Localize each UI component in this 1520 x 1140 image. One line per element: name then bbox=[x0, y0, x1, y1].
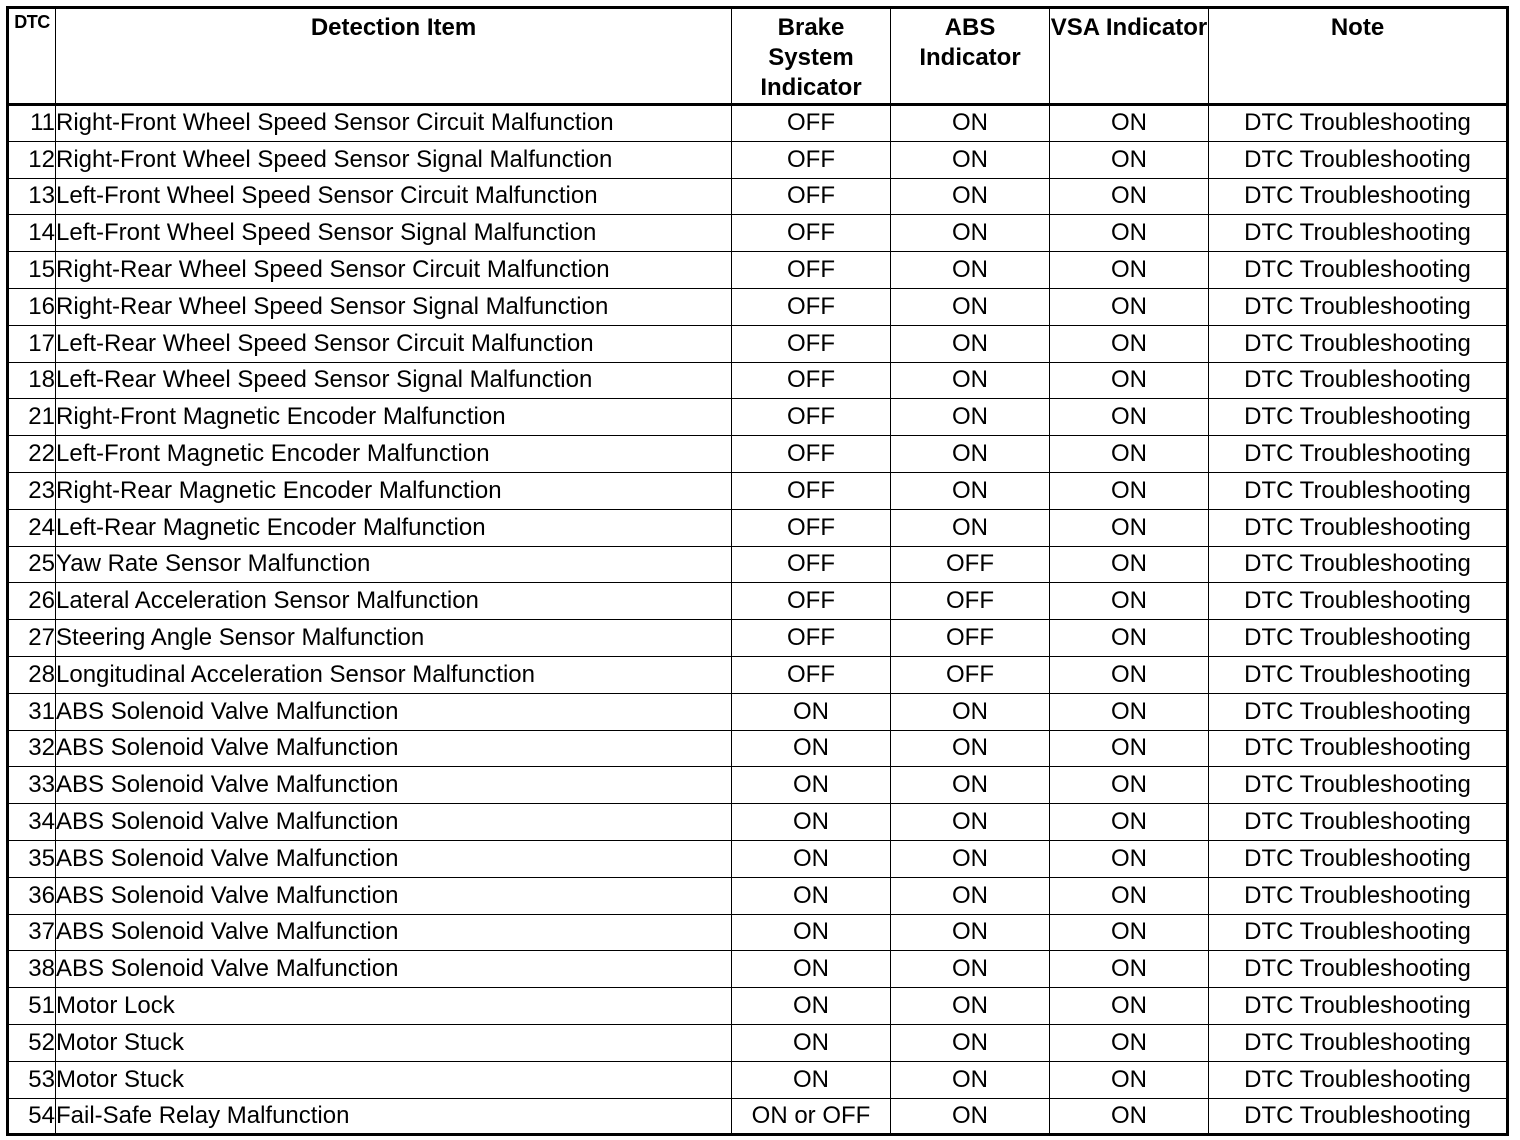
detection-item-cell: Left-Rear Wheel Speed Sensor Signal Malfunction bbox=[56, 362, 732, 399]
abs-indicator-cell: ON bbox=[891, 1098, 1050, 1135]
detection-item-cell: Yaw Rate Sensor Malfunction bbox=[56, 546, 732, 583]
abs-indicator-cell: ON bbox=[891, 325, 1050, 362]
abs-indicator-cell: ON bbox=[891, 988, 1050, 1025]
detection-item-cell: Motor Stuck bbox=[56, 1024, 732, 1061]
table-row bbox=[8, 656, 1508, 693]
detection-item-cell: ABS Solenoid Valve Malfunction bbox=[56, 804, 732, 841]
note-cell: DTC Troubleshooting bbox=[1209, 877, 1508, 914]
brake-indicator-cell: ON bbox=[732, 877, 891, 914]
detection-item-cell: Left-Front Wheel Speed Sensor Circuit Malfunction bbox=[56, 178, 732, 215]
vsa-indicator-cell: ON bbox=[1050, 252, 1209, 289]
vsa-indicator-cell: ON bbox=[1050, 105, 1209, 142]
table-row bbox=[8, 288, 1508, 325]
note-cell: DTC Troubleshooting bbox=[1209, 399, 1508, 436]
table-row bbox=[8, 105, 1508, 142]
table-row bbox=[8, 325, 1508, 362]
note-cell: DTC Troubleshooting bbox=[1209, 436, 1508, 473]
vsa-indicator-cell: ON bbox=[1050, 362, 1209, 399]
vsa-indicator-cell: ON bbox=[1050, 656, 1209, 693]
detection-item-cell: Left-Rear Magnetic Encoder Malfunction bbox=[56, 509, 732, 546]
table-header bbox=[8, 8, 1508, 105]
dtc-code-cell: 54 bbox=[8, 1098, 56, 1135]
table-row bbox=[8, 840, 1508, 877]
abs-indicator-cell: OFF bbox=[891, 546, 1050, 583]
brake-indicator-cell: ON or OFF bbox=[732, 1098, 891, 1135]
detection-item-cell: Left-Rear Wheel Speed Sensor Circuit Malfunction bbox=[56, 325, 732, 362]
table-row bbox=[8, 583, 1508, 620]
detection-item-cell: Motor Stuck bbox=[56, 1061, 732, 1098]
table-row bbox=[8, 1098, 1508, 1135]
vsa-indicator-cell: ON bbox=[1050, 767, 1209, 804]
brake-indicator-cell: OFF bbox=[732, 325, 891, 362]
brake-indicator-cell: OFF bbox=[732, 288, 891, 325]
table-row bbox=[8, 620, 1508, 657]
dtc-code-cell: 13 bbox=[8, 178, 56, 215]
table-row bbox=[8, 804, 1508, 841]
detection-item-cell: Left-Front Magnetic Encoder Malfunction bbox=[56, 436, 732, 473]
note-cell: DTC Troubleshooting bbox=[1209, 141, 1508, 178]
vsa-indicator-cell: ON bbox=[1050, 840, 1209, 877]
brake-indicator-cell: ON bbox=[732, 988, 891, 1025]
note-cell: DTC Troubleshooting bbox=[1209, 988, 1508, 1025]
dtc-code-cell: 14 bbox=[8, 215, 56, 252]
detection-item-cell: Longitudinal Acceleration Sensor Malfunction bbox=[56, 656, 732, 693]
note-cell: DTC Troubleshooting bbox=[1209, 215, 1508, 252]
vsa-indicator-cell: ON bbox=[1050, 141, 1209, 178]
detection-item-cell: Steering Angle Sensor Malfunction bbox=[56, 620, 732, 657]
dtc-code-cell: 27 bbox=[8, 620, 56, 657]
note-cell: DTC Troubleshooting bbox=[1209, 288, 1508, 325]
note-cell: DTC Troubleshooting bbox=[1209, 178, 1508, 215]
note-cell: DTC Troubleshooting bbox=[1209, 1098, 1508, 1135]
brake-indicator-cell: OFF bbox=[732, 215, 891, 252]
dtc-code-cell: 21 bbox=[8, 399, 56, 436]
detection-item-cell: Right-Front Wheel Speed Sensor Signal Malfunction bbox=[56, 141, 732, 178]
table-row bbox=[8, 141, 1508, 178]
header-abs-indicator: ABS Indicator bbox=[891, 8, 1050, 105]
detection-item-cell: ABS Solenoid Valve Malfunction bbox=[56, 693, 732, 730]
abs-indicator-cell: OFF bbox=[891, 656, 1050, 693]
note-cell: DTC Troubleshooting bbox=[1209, 914, 1508, 951]
table-row bbox=[8, 1061, 1508, 1098]
note-cell: DTC Troubleshooting bbox=[1209, 1061, 1508, 1098]
brake-indicator-cell: ON bbox=[732, 767, 891, 804]
vsa-indicator-cell: ON bbox=[1050, 877, 1209, 914]
abs-indicator-cell: ON bbox=[891, 472, 1050, 509]
table-row bbox=[8, 877, 1508, 914]
abs-indicator-cell: ON bbox=[891, 1061, 1050, 1098]
brake-indicator-cell: OFF bbox=[732, 399, 891, 436]
dtc-code-cell: 17 bbox=[8, 325, 56, 362]
table-row bbox=[8, 951, 1508, 988]
vsa-indicator-cell: ON bbox=[1050, 288, 1209, 325]
brake-indicator-cell: OFF bbox=[732, 656, 891, 693]
note-cell: DTC Troubleshooting bbox=[1209, 620, 1508, 657]
brake-indicator-cell: ON bbox=[732, 840, 891, 877]
brake-indicator-cell: OFF bbox=[732, 105, 891, 142]
vsa-indicator-cell: ON bbox=[1050, 1024, 1209, 1061]
note-cell: DTC Troubleshooting bbox=[1209, 730, 1508, 767]
table-row bbox=[8, 914, 1508, 951]
vsa-indicator-cell: ON bbox=[1050, 399, 1209, 436]
vsa-indicator-cell: ON bbox=[1050, 325, 1209, 362]
brake-indicator-cell: OFF bbox=[732, 546, 891, 583]
header-row bbox=[8, 8, 1508, 105]
abs-indicator-cell: ON bbox=[891, 914, 1050, 951]
detection-item-cell: Motor Lock bbox=[56, 988, 732, 1025]
dtc-code-cell: 53 bbox=[8, 1061, 56, 1098]
abs-indicator-cell: ON bbox=[891, 215, 1050, 252]
table-row bbox=[8, 362, 1508, 399]
note-cell: DTC Troubleshooting bbox=[1209, 509, 1508, 546]
detection-item-cell: Right-Front Wheel Speed Sensor Circuit Malfunction bbox=[56, 105, 732, 142]
brake-indicator-cell: OFF bbox=[732, 583, 891, 620]
abs-indicator-cell: ON bbox=[891, 252, 1050, 289]
table-row bbox=[8, 178, 1508, 215]
detection-item-cell: Fail-Safe Relay Malfunction bbox=[56, 1098, 732, 1135]
abs-indicator-cell: ON bbox=[891, 1024, 1050, 1061]
header-brake-system-indicator: Brake System Indicator bbox=[732, 8, 891, 105]
abs-indicator-cell: ON bbox=[891, 730, 1050, 767]
dtc-code-cell: 32 bbox=[8, 730, 56, 767]
dtc-code-cell: 37 bbox=[8, 914, 56, 951]
dtc-code-cell: 22 bbox=[8, 436, 56, 473]
table-body bbox=[8, 105, 1508, 1135]
abs-indicator-cell: ON bbox=[891, 509, 1050, 546]
vsa-indicator-cell: ON bbox=[1050, 1098, 1209, 1135]
dtc-code-cell: 24 bbox=[8, 509, 56, 546]
detection-item-cell: Lateral Acceleration Sensor Malfunction bbox=[56, 583, 732, 620]
table-row bbox=[8, 767, 1508, 804]
abs-indicator-cell: OFF bbox=[891, 620, 1050, 657]
table-row bbox=[8, 399, 1508, 436]
dtc-code-cell: 12 bbox=[8, 141, 56, 178]
brake-indicator-cell: ON bbox=[732, 804, 891, 841]
abs-indicator-cell: ON bbox=[891, 141, 1050, 178]
table-row bbox=[8, 546, 1508, 583]
table-row bbox=[8, 215, 1508, 252]
dtc-code-cell: 34 bbox=[8, 804, 56, 841]
brake-indicator-cell: OFF bbox=[732, 472, 891, 509]
abs-indicator-cell: ON bbox=[891, 877, 1050, 914]
detection-item-cell: ABS Solenoid Valve Malfunction bbox=[56, 840, 732, 877]
note-cell: DTC Troubleshooting bbox=[1209, 472, 1508, 509]
note-cell: DTC Troubleshooting bbox=[1209, 693, 1508, 730]
note-cell: DTC Troubleshooting bbox=[1209, 656, 1508, 693]
table-row bbox=[8, 693, 1508, 730]
vsa-indicator-cell: ON bbox=[1050, 178, 1209, 215]
dtc-code-cell: 31 bbox=[8, 693, 56, 730]
note-cell: DTC Troubleshooting bbox=[1209, 546, 1508, 583]
vsa-indicator-cell: ON bbox=[1050, 1061, 1209, 1098]
table-row bbox=[8, 436, 1508, 473]
detection-item-cell: ABS Solenoid Valve Malfunction bbox=[56, 914, 732, 951]
abs-indicator-cell: ON bbox=[891, 840, 1050, 877]
vsa-indicator-cell: ON bbox=[1050, 951, 1209, 988]
dtc-code-cell: 38 bbox=[8, 951, 56, 988]
vsa-indicator-cell: ON bbox=[1050, 730, 1209, 767]
table-row bbox=[8, 730, 1508, 767]
note-cell: DTC Troubleshooting bbox=[1209, 804, 1508, 841]
vsa-indicator-cell: ON bbox=[1050, 509, 1209, 546]
vsa-indicator-cell: ON bbox=[1050, 472, 1209, 509]
dtc-code-cell: 26 bbox=[8, 583, 56, 620]
dtc-code-cell: 23 bbox=[8, 472, 56, 509]
detection-item-cell: Left-Front Wheel Speed Sensor Signal Malfunction bbox=[56, 215, 732, 252]
note-cell: DTC Troubleshooting bbox=[1209, 362, 1508, 399]
brake-indicator-cell: OFF bbox=[732, 362, 891, 399]
dtc-code-cell: 25 bbox=[8, 546, 56, 583]
dtc-code-cell: 11 bbox=[8, 105, 56, 142]
note-cell: DTC Troubleshooting bbox=[1209, 583, 1508, 620]
dtc-code-cell: 16 bbox=[8, 288, 56, 325]
note-cell: DTC Troubleshooting bbox=[1209, 1024, 1508, 1061]
vsa-indicator-cell: ON bbox=[1050, 693, 1209, 730]
dtc-code-cell: 36 bbox=[8, 877, 56, 914]
vsa-indicator-cell: ON bbox=[1050, 546, 1209, 583]
brake-indicator-cell: ON bbox=[732, 1024, 891, 1061]
abs-indicator-cell: ON bbox=[891, 436, 1050, 473]
table-row bbox=[8, 252, 1508, 289]
abs-indicator-cell: ON bbox=[891, 362, 1050, 399]
vsa-indicator-cell: ON bbox=[1050, 914, 1209, 951]
abs-indicator-cell: ON bbox=[891, 767, 1050, 804]
detection-item-cell: Right-Front Magnetic Encoder Malfunction bbox=[56, 399, 732, 436]
header-dtc: DTC bbox=[8, 8, 56, 105]
dtc-code-cell: 52 bbox=[8, 1024, 56, 1061]
detection-item-cell: Right-Rear Wheel Speed Sensor Circuit Malfunction bbox=[56, 252, 732, 289]
abs-indicator-cell: ON bbox=[891, 288, 1050, 325]
vsa-indicator-cell: ON bbox=[1050, 988, 1209, 1025]
dtc-code-cell: 51 bbox=[8, 988, 56, 1025]
note-cell: DTC Troubleshooting bbox=[1209, 252, 1508, 289]
dtc-code-cell: 15 bbox=[8, 252, 56, 289]
vsa-indicator-cell: ON bbox=[1050, 804, 1209, 841]
abs-indicator-cell: OFF bbox=[891, 583, 1050, 620]
dtc-code-cell: 33 bbox=[8, 767, 56, 804]
note-cell: DTC Troubleshooting bbox=[1209, 951, 1508, 988]
brake-indicator-cell: OFF bbox=[732, 620, 891, 657]
brake-indicator-cell: ON bbox=[732, 730, 891, 767]
table-row bbox=[8, 1024, 1508, 1061]
detection-item-cell: ABS Solenoid Valve Malfunction bbox=[56, 951, 732, 988]
table-row bbox=[8, 509, 1508, 546]
brake-indicator-cell: OFF bbox=[732, 141, 891, 178]
detection-item-cell: ABS Solenoid Valve Malfunction bbox=[56, 767, 732, 804]
abs-indicator-cell: ON bbox=[891, 804, 1050, 841]
vsa-indicator-cell: ON bbox=[1050, 436, 1209, 473]
brake-indicator-cell: OFF bbox=[732, 252, 891, 289]
table-row bbox=[8, 472, 1508, 509]
header-note: Note bbox=[1209, 8, 1508, 105]
brake-indicator-cell: ON bbox=[732, 914, 891, 951]
abs-indicator-cell: ON bbox=[891, 399, 1050, 436]
vsa-indicator-cell: ON bbox=[1050, 215, 1209, 252]
note-cell: DTC Troubleshooting bbox=[1209, 325, 1508, 362]
dtc-code-cell: 35 bbox=[8, 840, 56, 877]
note-cell: DTC Troubleshooting bbox=[1209, 840, 1508, 877]
dtc-table bbox=[6, 6, 1509, 1136]
dtc-code-cell: 18 bbox=[8, 362, 56, 399]
brake-indicator-cell: ON bbox=[732, 1061, 891, 1098]
detection-item-cell: Right-Rear Magnetic Encoder Malfunction bbox=[56, 472, 732, 509]
abs-indicator-cell: ON bbox=[891, 693, 1050, 730]
brake-indicator-cell: OFF bbox=[732, 509, 891, 546]
dtc-code-cell: 28 bbox=[8, 656, 56, 693]
note-cell: DTC Troubleshooting bbox=[1209, 767, 1508, 804]
abs-indicator-cell: ON bbox=[891, 105, 1050, 142]
detection-item-cell: ABS Solenoid Valve Malfunction bbox=[56, 877, 732, 914]
brake-indicator-cell: ON bbox=[732, 693, 891, 730]
note-cell: DTC Troubleshooting bbox=[1209, 105, 1508, 142]
abs-indicator-cell: ON bbox=[891, 178, 1050, 215]
brake-indicator-cell: ON bbox=[732, 951, 891, 988]
detection-item-cell: Right-Rear Wheel Speed Sensor Signal Malfunction bbox=[56, 288, 732, 325]
brake-indicator-cell: OFF bbox=[732, 178, 891, 215]
vsa-indicator-cell: ON bbox=[1050, 583, 1209, 620]
abs-indicator-cell: ON bbox=[891, 951, 1050, 988]
table-row bbox=[8, 988, 1508, 1025]
vsa-indicator-cell: ON bbox=[1050, 620, 1209, 657]
brake-indicator-cell: OFF bbox=[732, 436, 891, 473]
header-detection-item: Detection Item bbox=[56, 8, 732, 105]
detection-item-cell: ABS Solenoid Valve Malfunction bbox=[56, 730, 732, 767]
header-vsa-indicator: VSA Indicator bbox=[1050, 8, 1209, 105]
